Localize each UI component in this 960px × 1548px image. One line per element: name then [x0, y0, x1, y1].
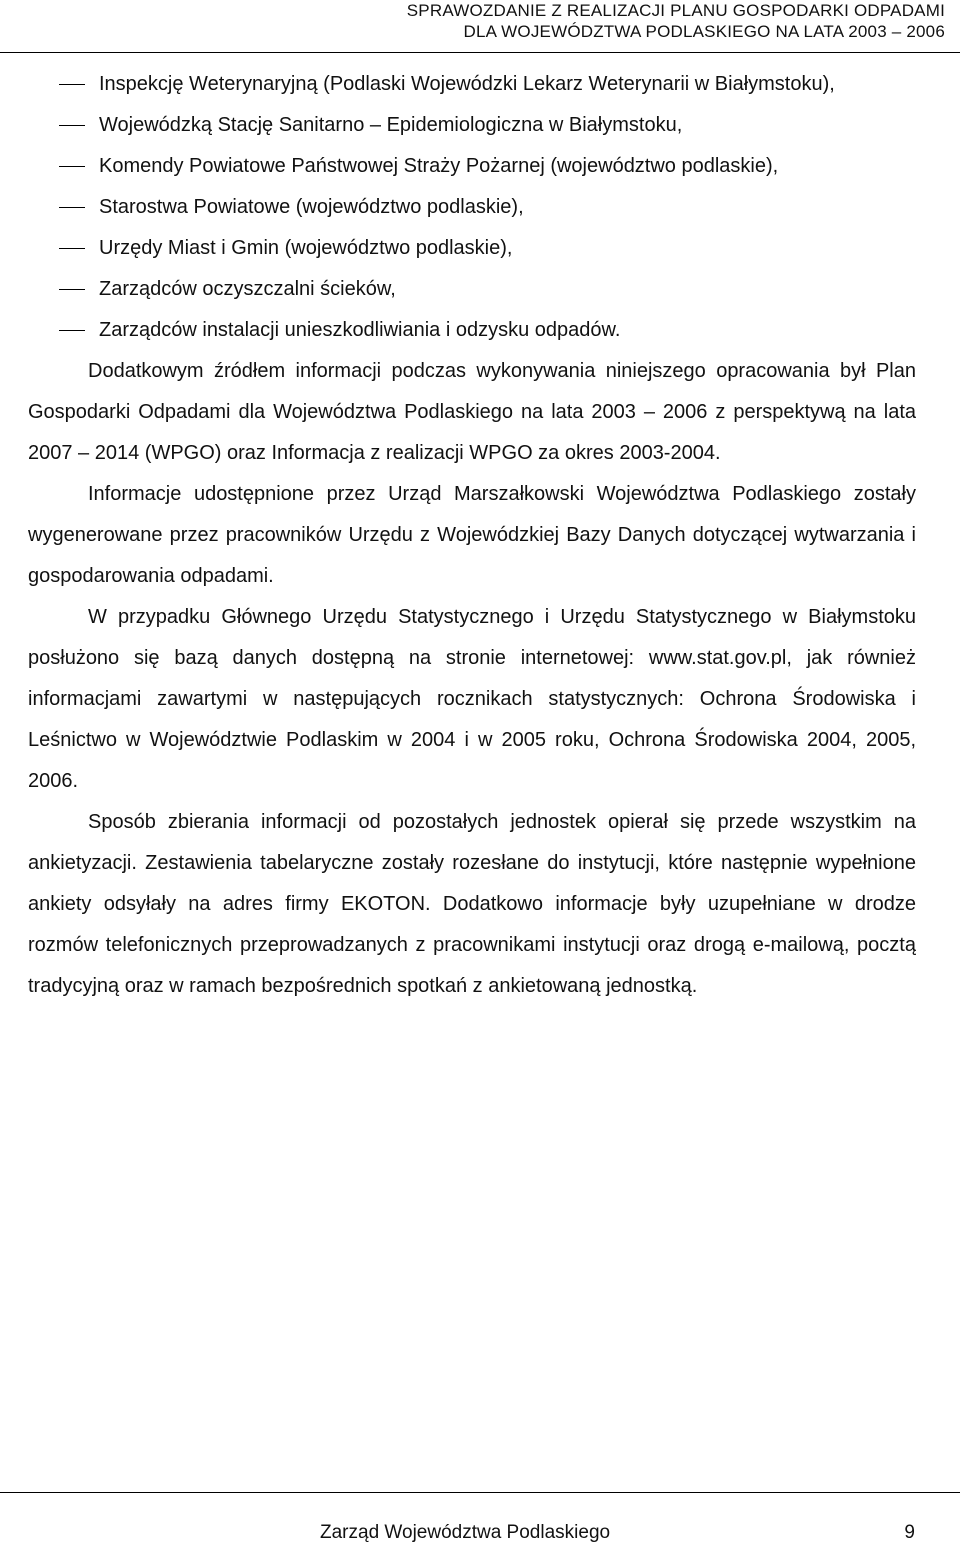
list-item: Inspekcję Weterynaryjną (Podlaski Wojewódzki Lekarz Weterynarii w Białymstoku),	[28, 64, 916, 105]
footer-divider	[0, 1492, 960, 1493]
paragraph-marshal-office: Informacje udostępnione przez Urząd Marszałkowski Województwa Podlaskiego zostały wygenerowane przez pracowników Urzędu z Wojewódzkiej Bazy Danych dotyczącej wytwarzania i gospodarowania odpadami.	[28, 483, 916, 587]
list-item: Starostwa Powiatowe (województwo podlaskie),	[28, 187, 916, 228]
header-title-line-1: SPRAWOZDANIE Z REALIZACJI PLANU GOSPODARKI ODPADAMI	[406, 1, 945, 20]
list-item: Komendy Powiatowe Państwowej Straży Pożarnej (województwo podlaskie),	[28, 146, 916, 187]
paragraph-statistics-office: W przypadku Głównego Urzędu Statystycznego i Urzędu Statystycznego w Białymstoku posłużono się bazą danych dostępną na stronie internetowej: www.stat.gov.pl, jak również informacjami zawartymi w następujących rocznikach statystycznych: Ochrona Środowiska i Leśnictwo w Województwie Podlaskim w 2004 i w 2005 roku, Ochrona Środowiska 2004, 2005, 2006.	[28, 606, 916, 792]
paragraph-additional-sources: Dodatkowym źródłem informacji podczas wykonywania niniejszego opracowania był Plan Gospodarki Odpadami dla Województwa Podlaskiego na lata 2003 – 2006 z perspektywą na lata 2007 – 2014 (WPGO) oraz Informacja z realizacji WPGO za okres 2003-2004.	[28, 360, 916, 464]
list-item: Urzędy Miast i Gmin (województwo podlaskie),	[28, 228, 916, 269]
source-institutions-list	[28, 64, 916, 351]
page-body	[28, 64, 916, 1007]
list-item: Wojewódzką Stację Sanitarno – Epidemiologiczna w Białymstoku,	[28, 105, 916, 146]
paragraph-data-collection: Sposób zbierania informacji od pozostałych jednostek opierał się przede wszystkim na ankietyzacji. Zestawienia tabelaryczne zostały rozesłane do instytucji, które następnie wypełnione ankiety odsyłały na adres firmy EKOTON. Dodatkowo informacje były uzupełniane w drodze rozmów telefonicznych przeprowadzanych z pracownikami instytucji oraz drogą e-mailową, pocztą tradycyjną oraz w ramach bezpośrednich spotkań z ankietowaną jednostką.	[28, 811, 916, 997]
header-divider	[0, 52, 960, 53]
page-number: 9	[904, 1522, 915, 1543]
header-title-line-2: DLA WOJEWÓDZTWA PODLASKIEGO NA LATA 2003 – 2006	[463, 22, 945, 41]
page-header	[0, 0, 960, 42]
footer-organization: Zarząd Województwa Podlaskiego	[320, 1522, 611, 1543]
list-item: Zarządców instalacji unieszkodliwiania i odzysku odpadów.	[28, 310, 916, 351]
list-item: Zarządców oczyszczalni ścieków,	[28, 269, 916, 310]
